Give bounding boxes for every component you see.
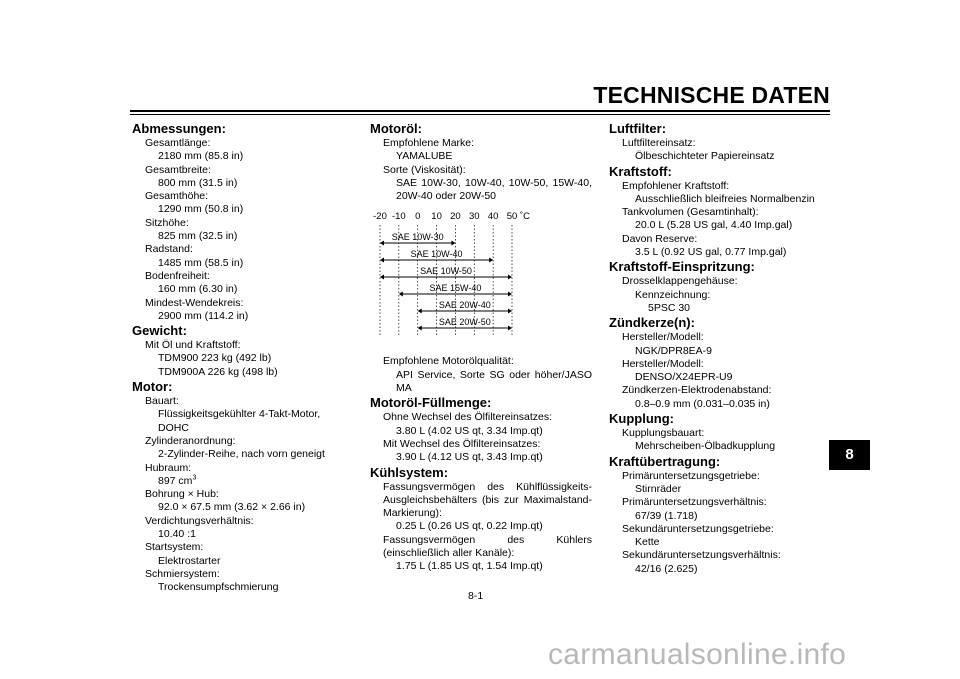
value-kraftstoff: Ausschließlich bleifreies Normalbenzin (635, 192, 815, 205)
label-schmiersystem: Schmiersystem: (145, 567, 220, 580)
label-mit-filterwechsel: Mit Wechsel des Ölfiltereinsatzes: (383, 437, 541, 450)
label-wendekreis: Mindest-Wendekreis: (145, 296, 244, 309)
label-kennzeichnung: Kennzeichnung: (635, 288, 711, 301)
value-tankvolumen: 20.0 L (5.28 US gal, 4.40 Imp.gal) (635, 219, 793, 232)
value-gesamthoehe: 1290 mm (50.8 in) (158, 203, 244, 216)
tick-label: 50 (506, 211, 518, 223)
heading-motoroel: Motoröl: (370, 121, 422, 136)
text-ausgleichsbehaelter: Fassungsvermögen des Kühlflüssigkeits-Ausgleichsbehälters (bis zur Maximalstand-Markierung): (383, 480, 592, 520)
value-bodenfreiheit: 160 mm (6.30 in) (158, 283, 238, 296)
title-rule (130, 110, 830, 112)
label-zylinder: Zylinderanordnung: (145, 434, 236, 447)
series-label: SAE 20W-40 (438, 300, 491, 311)
series-label: SAE 10W-40 (410, 249, 463, 260)
tick-label: -10 (391, 211, 406, 223)
heading-kuehlsystem: Kühlsystem: (370, 464, 449, 480)
label-reserve: Davon Reserve: (622, 232, 698, 245)
label-hersteller-ngk: Hersteller/Modell: (622, 331, 704, 344)
value-elektrodenabstand: 0.8–0.9 mm (0.031–0.035 in) (635, 397, 770, 410)
value-tdm900a: TDM900A 226 kg (498 lb) (158, 365, 278, 378)
label-kraftstoff: Empfohlener Kraftstoff: (622, 179, 730, 192)
value-oelqualitaet: API Service, Sorte SG oder höher/JASO MA (396, 368, 592, 395)
label-hersteller-denso: Hersteller/Modell: (622, 357, 704, 370)
series-label: SAE 10W-30 (391, 232, 444, 243)
column-left (132, 121, 354, 595)
series-label: SAE 15W-40 (429, 283, 482, 294)
heading-motor: Motor: (132, 379, 173, 395)
page-number: 8-1 (468, 590, 484, 602)
series-arrow-right (508, 309, 512, 314)
heading-luftfilter: Luftfilter: (609, 121, 667, 136)
label-gesamtlaenge: Gesamtlänge: (145, 137, 211, 149)
column-middle (370, 121, 592, 574)
value-reserve: 3.5 L (0.92 US gal, 0.77 Imp.gal) (635, 246, 787, 259)
series-label: SAE 20W-50 (438, 317, 491, 328)
value-bohrung: 92.0 × 67.5 mm (3.62 × 2.66 in) (158, 501, 306, 514)
value-hubraum (132, 475, 354, 488)
series-arrow-left (399, 292, 403, 297)
label-marke: Empfohlene Marke: (383, 137, 475, 149)
chapter-tab[interactable]: 8 (829, 440, 870, 470)
value-gesamtbreite: 800 mm (31.5 in) (158, 176, 238, 189)
series-label: SAE 10W-50 (420, 266, 472, 277)
heading-kupplung: Kupplung: (609, 411, 674, 427)
series-arrow-left (418, 326, 422, 331)
label-sek-verhaeltnis: Sekundäruntersetzungsverhältnis: (622, 549, 781, 562)
series-arrow-left (380, 258, 384, 263)
heading-kraftuebertragung: Kraftübertragung: (609, 453, 721, 469)
label-hubraum: Hubraum: (145, 461, 192, 474)
label-prim-verhaeltnis: Primäruntersetzungsverhältnis: (622, 496, 767, 509)
series-arrow-left (380, 241, 384, 246)
label-bodenfreiheit: Bodenfreiheit: (145, 269, 210, 282)
tick-label: 10 (431, 211, 442, 223)
heading-kraftstoff: Kraftstoff: (609, 163, 672, 179)
value-verdichtung: 10.40 :1 (158, 528, 196, 541)
text-kuehler: Fassungsvermögen des Kühlers (einschließlich aller Kanäle): (383, 533, 592, 560)
series-arrow-right (508, 275, 512, 280)
heading-gewicht: Gewicht: (132, 323, 187, 339)
value-bauart: Flüssigkeitsgekühlter 4-Takt-Motor, DOHC (158, 408, 321, 434)
unit-label: ˚C (520, 211, 531, 223)
value-sek-getriebe: Kette (635, 536, 660, 549)
value-marke: YAMALUBE (396, 150, 453, 163)
label-verdichtung: Verdichtungsverhältnis: (145, 514, 254, 527)
tick-label: 20 (450, 211, 461, 223)
label-tankvolumen: Tankvolumen (Gesamtinhalt): (622, 206, 759, 219)
label-luftfiltereinsatz: Luftfiltereinsatz: (622, 137, 696, 149)
heading-einspritzung: Kraftstoff-Einspritzung: (609, 259, 755, 275)
label-ohne-filterwechsel: Ohne Wechsel des Ölfiltereinsatzes: (383, 411, 553, 424)
label-startsystem: Startsystem: (145, 541, 204, 554)
value-kuehler: 1.75 L (1.85 US qt, 1.54 Imp.qt) (396, 560, 543, 573)
page-title: TECHNISCHE DATEN (593, 82, 830, 108)
label-drosselklappe: Drosselklappengehäuse: (622, 275, 738, 288)
value-kupplungsbauart: Mehrscheiben-Ölbadkupplung (635, 440, 776, 453)
series-arrow-right (451, 241, 455, 246)
value-wendekreis: 2900 mm (114.2 in) (158, 309, 249, 322)
label-oel-kraftstoff: Mit Öl und Kraftstoff: (145, 339, 241, 352)
value-sorte: SAE 10W-30, 10W-40, 10W-50, 15W-40, 20W-40 oder 20W-50 (396, 176, 592, 203)
series-arrow-right (489, 258, 493, 263)
label-sorte: Sorte (Viskosität): (383, 163, 466, 176)
label-gesamtbreite: Gesamtbreite: (145, 163, 211, 176)
value-tdm900: TDM900 223 kg (492 lb) (158, 352, 272, 365)
value-kennzeichnung: 5PSC 30 (648, 301, 691, 314)
tick-label: 0 (415, 211, 421, 223)
value-luftfiltereinsatz: Ölbeschichteter Papiereinsatz (635, 150, 775, 163)
heading-abmessungen: Abmessungen: (132, 121, 226, 136)
watermark: carmanualsonline.info (548, 638, 847, 671)
column-right (609, 121, 831, 576)
label-kupplungsbauart: Kupplungsbauart: (622, 427, 705, 440)
value-gesamtlaenge: 2180 mm (85.8 in) (158, 150, 244, 163)
value-ohne-filterwechsel: 3.80 L (4.02 US qt, 3.34 Imp.qt) (396, 424, 543, 437)
series-arrow-left (380, 275, 384, 280)
value-prim-getriebe: Stirnräder (635, 482, 682, 495)
series-arrow-left (418, 309, 422, 314)
label-sek-getriebe: Sekundäruntersetzungsgetriebe: (622, 522, 774, 535)
heading-zuendkerze: Zündkerze(n): (609, 315, 695, 331)
value-sek-verhaeltnis: 42/16 (2.625) (635, 562, 698, 575)
value-startsystem: Elektrostarter (158, 554, 221, 567)
title-rule-thin (130, 114, 830, 115)
label-bohrung: Bohrung × Hub: (145, 488, 219, 501)
heading-fuellmenge: Motoröl-Füllmenge: (370, 395, 492, 411)
series-arrow-right (508, 326, 512, 331)
value-zylinder: 2-Zylinder-Reihe, nach vorn geneigt (158, 448, 325, 461)
label-elektrodenabstand: Zündkerzen-Elektrodenabstand: (622, 384, 772, 397)
value-hersteller-denso: DENSO/X24EPR-U9 (635, 371, 733, 384)
tick-label: -20 (373, 211, 387, 223)
tick-label: 40 (487, 211, 499, 223)
label-sitzhoehe: Sitzhöhe: (145, 216, 189, 229)
value-radstand: 1485 mm (58.5 in) (158, 256, 244, 269)
viscosity-chart (370, 209, 592, 347)
label-oelqualitaet: Empfohlene Motorölqualität: (383, 355, 514, 368)
value-prim-verhaeltnis: 67/39 (1.718) (635, 509, 698, 522)
series-arrow-right (508, 292, 512, 297)
value-mit-filterwechsel: 3.90 L (4.12 US qt, 3.43 Imp.qt) (396, 451, 543, 464)
value-hersteller-ngk: NGK/DPR8EA-9 (635, 344, 713, 357)
label-gesamthoehe: Gesamthöhe: (145, 190, 209, 203)
hubraum-number: 897 cm (158, 474, 193, 487)
label-radstand: Radstand: (145, 243, 193, 256)
value-schmiersystem: Trockensumpfschmierung (158, 581, 279, 594)
value-ausgleichsbehaelter: 0.25 L (0.26 US qt, 0.22 Imp.qt) (396, 520, 543, 533)
hubraum-exponent: 3 (192, 474, 197, 482)
tick-label: 30 (468, 211, 480, 223)
label-prim-getriebe: Primäruntersetzungsgetriebe: (622, 469, 760, 482)
label-bauart: Bauart: (145, 395, 179, 408)
value-sitzhoehe: 825 mm (32.5 in) (158, 230, 238, 243)
